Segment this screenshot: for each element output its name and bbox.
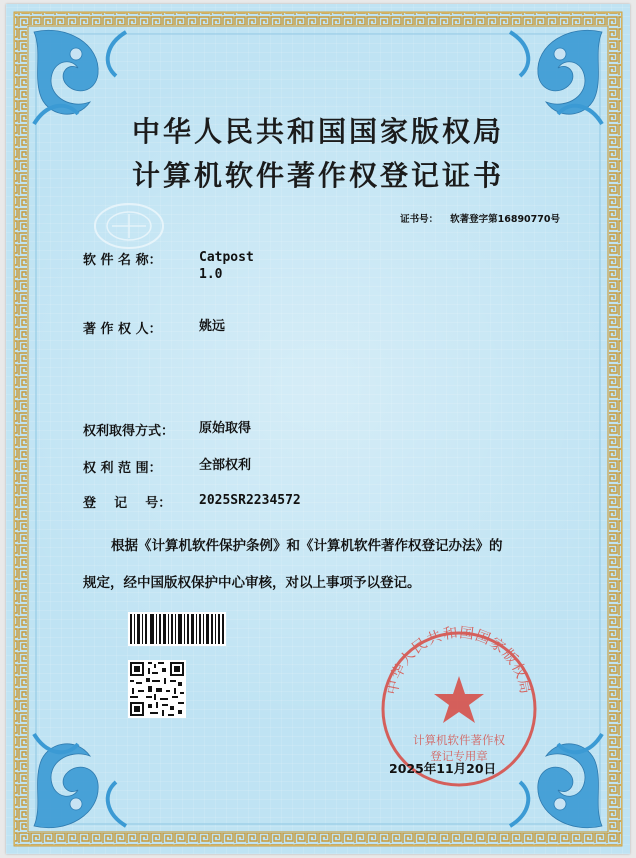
- seal-ring-text: 中华人民共和国国家版权局: [384, 625, 534, 697]
- seal-center-line1: 计算机软件著作权: [413, 733, 505, 747]
- statement-line-1: 根据《计算机软件保护条例》和《计算机软件著作权登记办法》的: [111, 538, 503, 554]
- certificate-paper: [6, 4, 630, 854]
- registration-number-value: 2025SR2234572: [199, 493, 301, 508]
- issue-date: 2025年11月20日: [389, 761, 497, 776]
- software-name-label: 软 件 名 称：: [83, 253, 162, 268]
- seal-center-line2: 登记专用章: [430, 749, 488, 763]
- registration-number-label: 登 记 号：: [83, 496, 172, 511]
- acquire-method-value: 原始取得: [199, 421, 252, 436]
- certificate-number: [400, 211, 560, 225]
- statement-line-2: 规定，经中国版权保护中心审核，对以上事项予以登记。: [83, 575, 421, 591]
- cert-no-label: 证书号：: [400, 214, 439, 225]
- rights-scope-label: 权 利 范 围：: [83, 461, 162, 476]
- software-name-line2: 1.0: [199, 267, 223, 282]
- owner-label: 著 作 权 人：: [83, 322, 162, 337]
- acquire-method-label: 权利取得方式：: [83, 424, 175, 439]
- qr-code: [128, 660, 186, 718]
- title-certificate: 计算机软件著作权登记证书: [131, 159, 504, 192]
- software-name-line1: Catpost: [199, 250, 254, 265]
- corner-ornament-bottom-left: [34, 734, 126, 828]
- cert-no-value: 软著登字第16890770号: [450, 214, 560, 225]
- barcode: [128, 612, 226, 646]
- software-name-value: [199, 249, 254, 283]
- title-issuer: 中华人民共和国国家版权局: [131, 115, 504, 148]
- watermark-emblem: [92, 200, 166, 252]
- rights-scope-value: 全部权利: [199, 458, 252, 473]
- owner-value: 姚远: [199, 319, 226, 334]
